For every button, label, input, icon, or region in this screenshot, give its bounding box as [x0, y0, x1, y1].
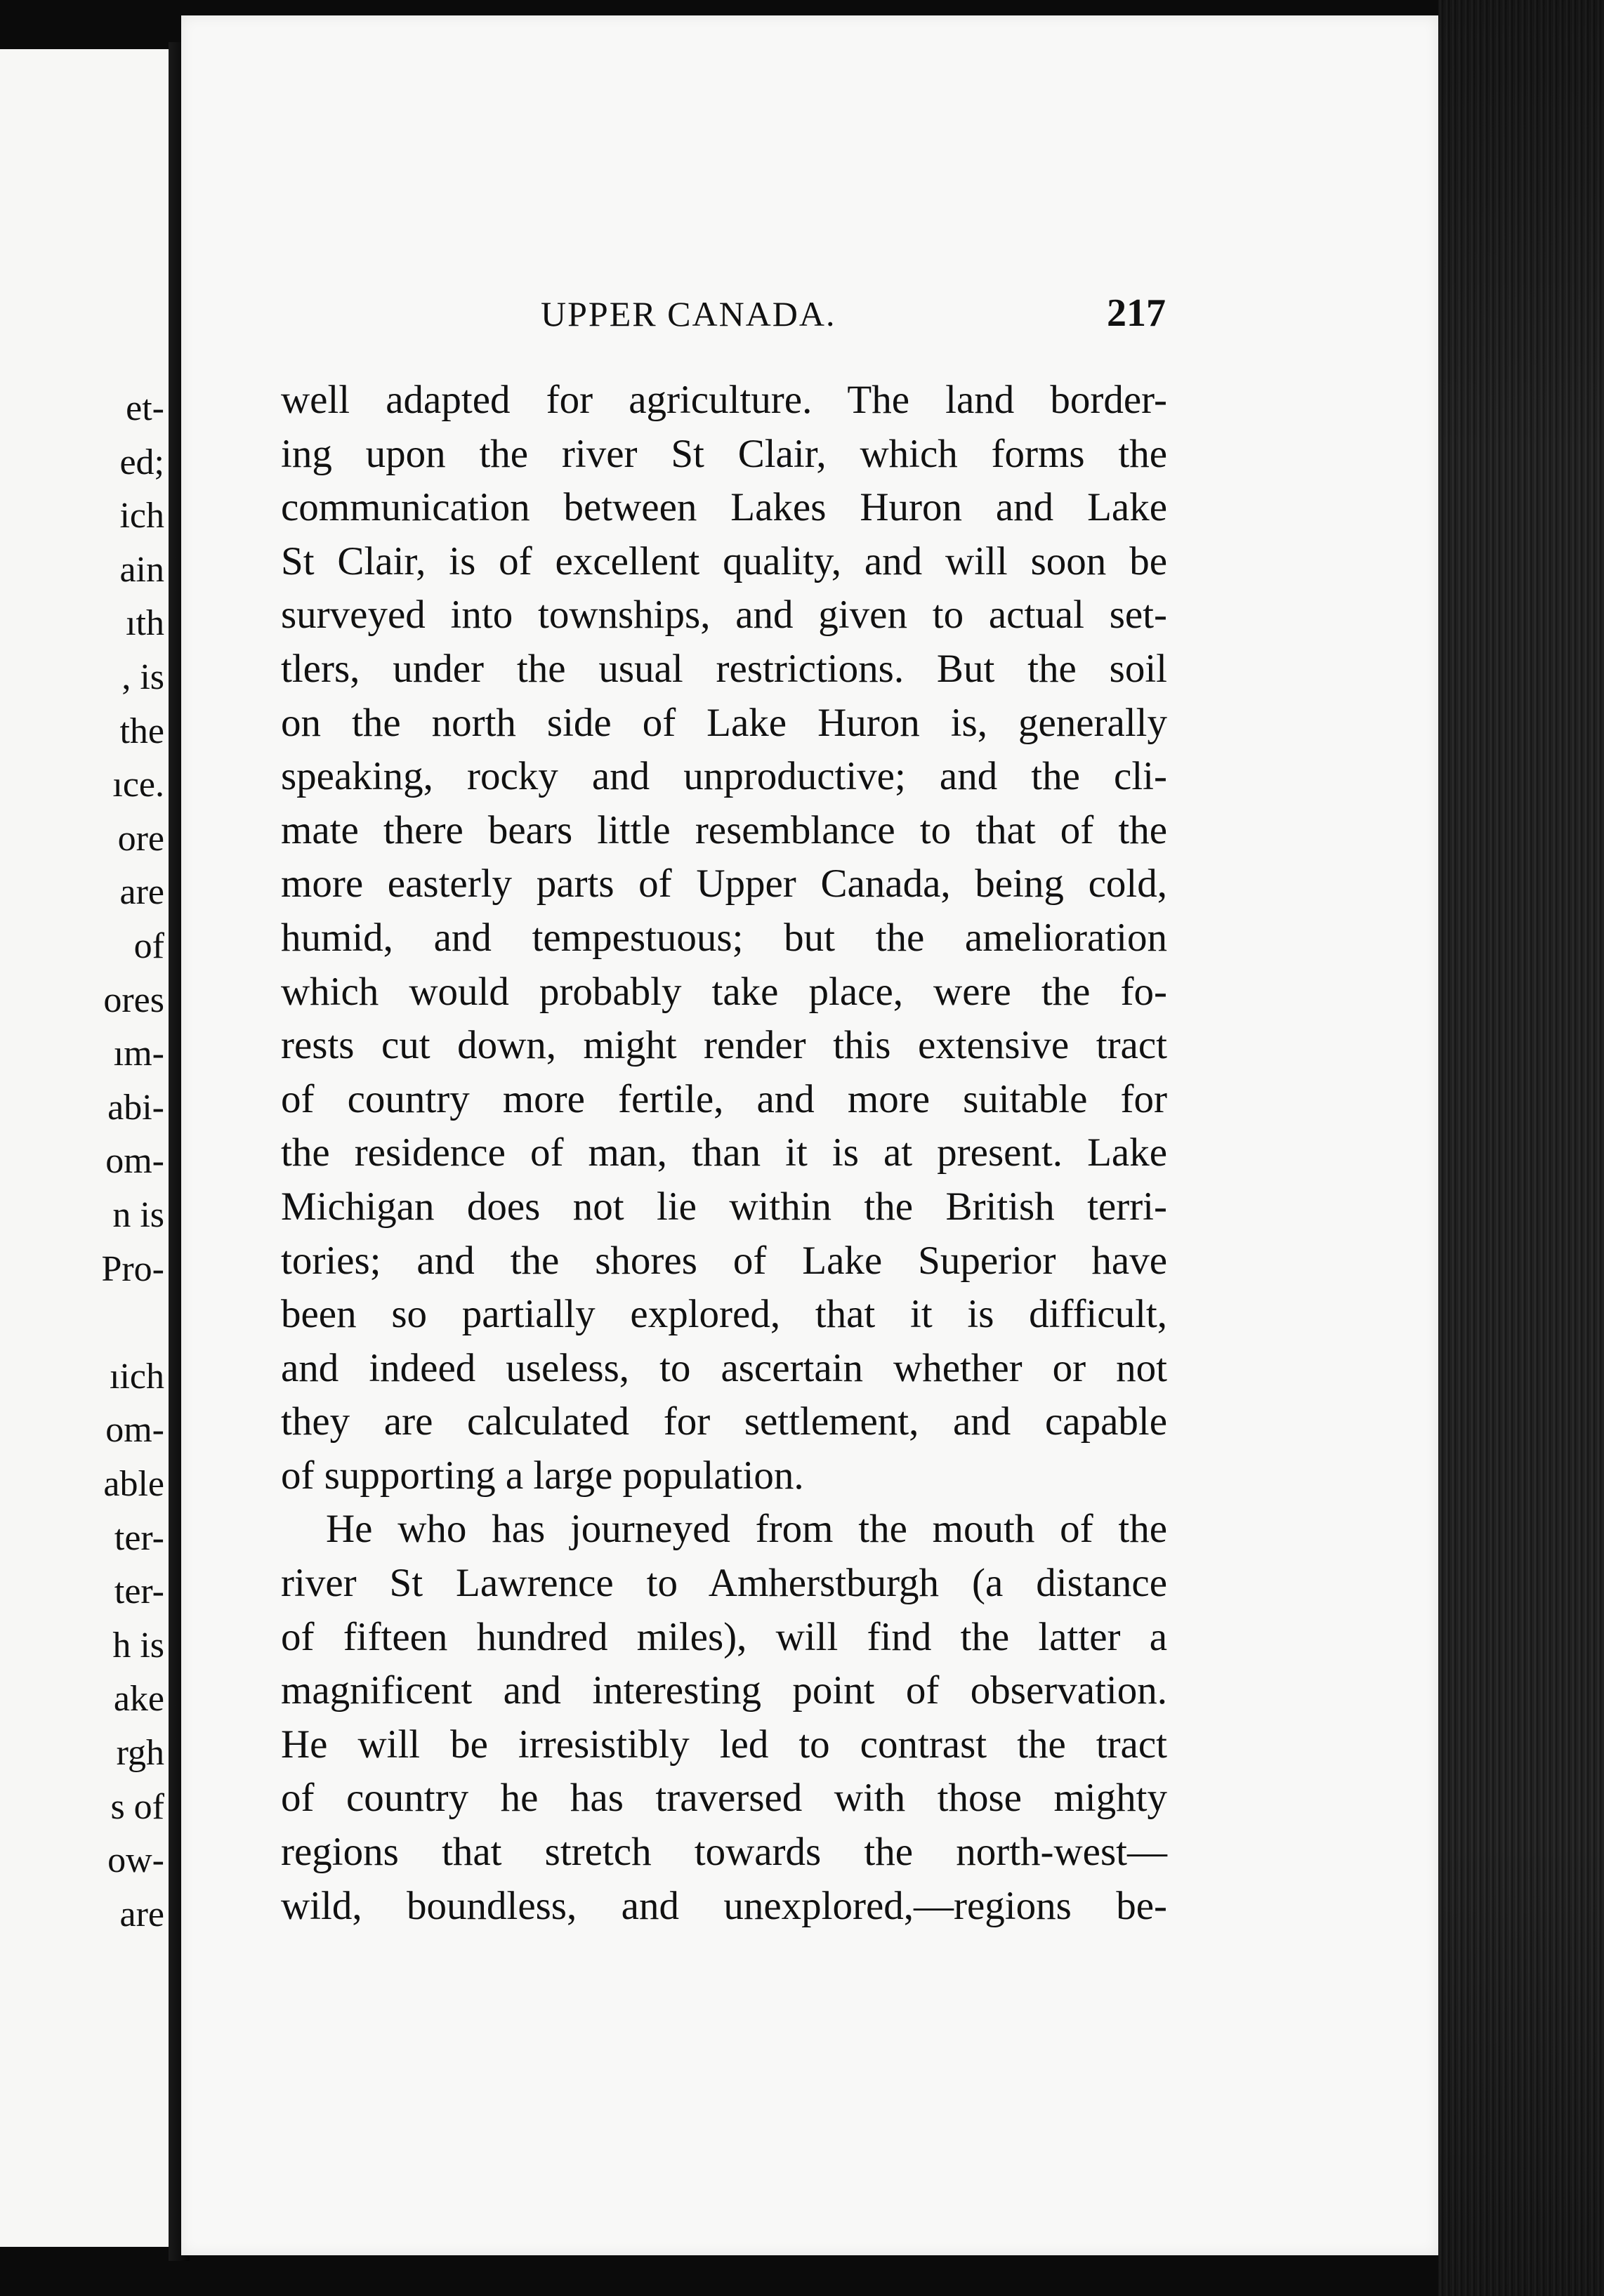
- text-line: which would probably take place, were the fo-: [281, 969, 1167, 1014]
- text-line: been so partially explored, that it is difficult,: [281, 1292, 1167, 1337]
- running-head: [281, 293, 1166, 336]
- left-page-fragment: ım-: [113, 1034, 164, 1074]
- left-page-fragment: h is: [112, 1625, 164, 1665]
- body-text: [281, 374, 1167, 1933]
- book-edge: [1438, 0, 1604, 2296]
- left-page-fragment: n is: [112, 1195, 164, 1235]
- left-page-fragment: are: [119, 1894, 164, 1934]
- left-page-fragment: ich: [119, 496, 164, 536]
- left-page-fragment: ıth: [126, 603, 164, 644]
- left-page-fragment: ıce.: [112, 765, 164, 805]
- left-page-fragment: et-: [126, 388, 164, 428]
- text-line: the residence of man, than it is at present. Lake: [281, 1130, 1167, 1175]
- left-page-fragment: ow-: [107, 1840, 164, 1881]
- text-line: ing upon the river St Clair, which forms the: [281, 431, 1167, 476]
- text-line: communication between Lakes Huron and Lake: [281, 485, 1167, 530]
- left-page-fragment: Pro-: [101, 1248, 164, 1289]
- text-line: well adapted for agriculture. The land border-: [281, 378, 1167, 422]
- left-page-fragment: ores: [103, 979, 164, 1020]
- paragraph: [281, 374, 1167, 1503]
- text-line: of supporting a large population.: [281, 1453, 804, 1498]
- text-line: He who has journeyed from the mouth of the: [326, 1507, 1167, 1552]
- text-line: surveyed into townships, and given to actual set-: [281, 593, 1167, 638]
- paragraph: [281, 1503, 1167, 1933]
- left-facing-page: [0, 49, 169, 2247]
- text-line: humid, and tempestuous; but the amelioration: [281, 915, 1167, 960]
- text-line: on the north side of Lake Huron is, generally: [281, 700, 1167, 745]
- left-page-fragment: ed;: [119, 442, 164, 482]
- text-line: mate there bears little resemblance to that of the: [281, 807, 1167, 852]
- left-page-fragment: om-: [105, 1141, 164, 1182]
- text-line: tlers, under the usual restrictions. But the soil: [281, 646, 1167, 691]
- left-page-fragment: ter-: [114, 1571, 164, 1612]
- text-line: of country more fertile, and more suitable for: [281, 1076, 1167, 1121]
- text-line: rests cut down, might render this extensive tract: [281, 1023, 1167, 1068]
- left-page-fragment: abi-: [107, 1087, 164, 1128]
- text-line: He will be irresistibly led to contrast the tract: [281, 1722, 1167, 1767]
- text-line: they are calculated for settlement, and capable: [281, 1399, 1167, 1444]
- left-page-fragment: are: [119, 872, 164, 913]
- text-line: St Clair, is of excellent quality, and will soon be: [281, 539, 1167, 583]
- text-line: river St Lawrence to Amherstburgh (a distance: [281, 1561, 1167, 1606]
- left-page-fragment: om-: [105, 1410, 164, 1451]
- left-page-fragment: s of: [110, 1786, 164, 1827]
- text-line: tories; and the shores of Lake Superior have: [281, 1238, 1167, 1283]
- running-title: UPPER CANADA.: [541, 294, 836, 334]
- text-line: Michigan does not lie within the British terri-: [281, 1184, 1167, 1229]
- text-line: wild, boundless, and unexplored,—regions be-: [281, 1883, 1167, 1928]
- left-page-fragment: ıich: [110, 1356, 164, 1397]
- left-page-fragment: of: [133, 926, 164, 966]
- left-page-fragment: , is: [121, 657, 164, 697]
- left-page-fragment: ore: [117, 818, 164, 859]
- text-line: of country he has traversed with those mighty: [281, 1776, 1167, 1821]
- page-number: 217: [1107, 291, 1166, 335]
- left-page-fragment: rgh: [116, 1733, 164, 1773]
- left-page-fragment: ake: [113, 1679, 164, 1720]
- left-page-fragment: able: [103, 1464, 164, 1504]
- text-line: regions that stretch towards the north-west—: [281, 1830, 1167, 1875]
- text-line: magnificent and interesting point of observation.: [281, 1668, 1167, 1713]
- left-page-fragment: ain: [119, 549, 164, 590]
- text-line: speaking, rocky and unproductive; and the cli-: [281, 754, 1167, 799]
- left-page-fragment: ter-: [114, 1517, 164, 1558]
- text-line: more easterly parts of Upper Canada, being cold,: [281, 862, 1167, 906]
- left-page-fragment: the: [119, 711, 164, 751]
- text-line: of fifteen hundred miles), will find the latter a: [281, 1614, 1167, 1659]
- text-line: and indeed useless, to ascertain whether or not: [281, 1345, 1167, 1390]
